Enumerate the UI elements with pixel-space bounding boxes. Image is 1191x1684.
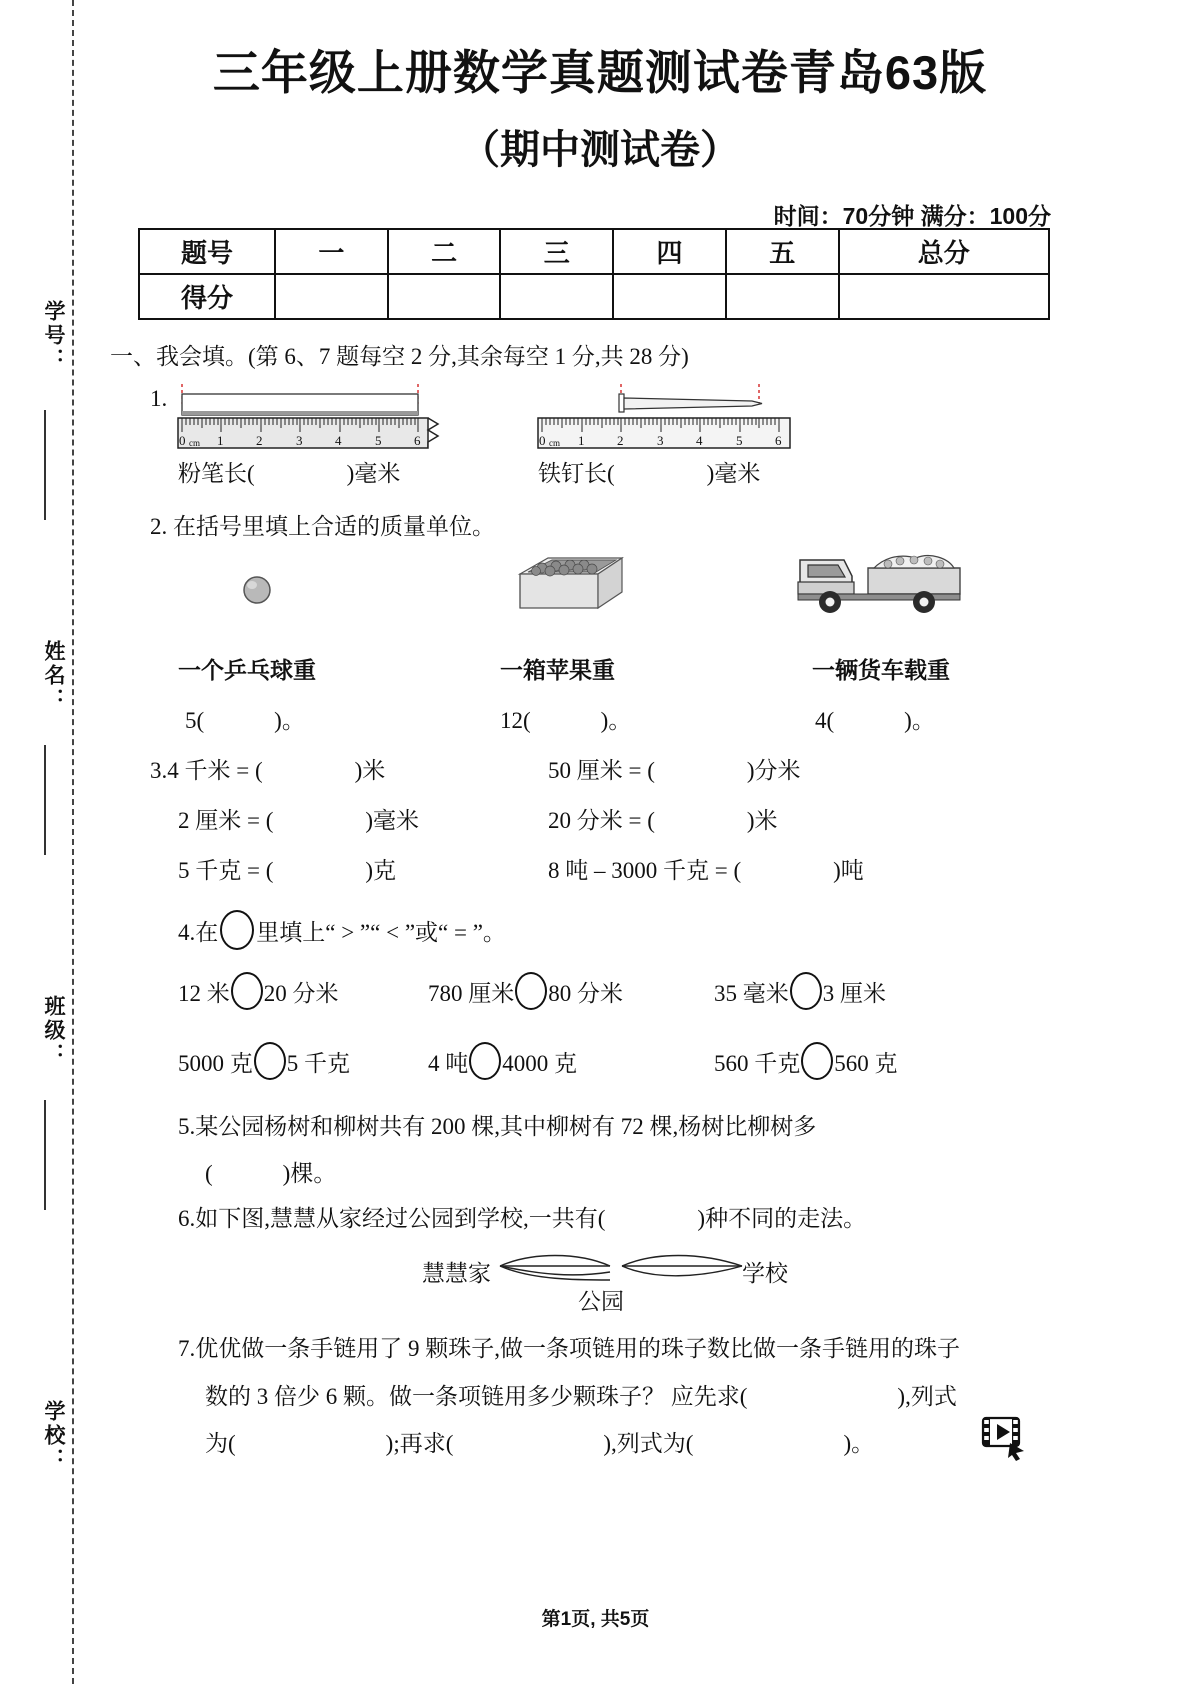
q5-text: 某公园杨树和柳树共有 200 棵,其中柳树有 72 棵,杨树比柳树多 xyxy=(195,1114,817,1139)
q6-route-diagram xyxy=(498,1250,746,1294)
score-table-cell-input[interactable] xyxy=(500,274,613,319)
q3-row-1-right-unit: )米 xyxy=(746,808,778,833)
score-table-cell-input[interactable] xyxy=(275,274,388,319)
q2-item-1-label: 一箱苹果重 xyxy=(500,657,615,683)
q2-item-2-value-post: )。 xyxy=(904,708,935,733)
score-table-cell: 二 xyxy=(388,229,501,274)
apple-box-icon xyxy=(500,550,640,620)
q4-row-1-item-1 xyxy=(428,1042,577,1080)
svg-text:cm: cm xyxy=(549,438,560,448)
q1-right-label-pre: 铁钉长( xyxy=(538,461,615,486)
q6-number: 6. xyxy=(178,1206,196,1231)
q5-line2-post: )棵。 xyxy=(282,1161,337,1186)
q4-text-b: 里填上“ > ”“ < ”或“ = ”。 xyxy=(256,920,506,945)
q2-item-0-value-pre: 5( xyxy=(185,708,205,733)
svg-text:6: 6 xyxy=(414,433,421,448)
q1-left-answer xyxy=(178,455,400,488)
page-footer: 第1页, 共5页 xyxy=(541,1609,650,1630)
q4-row-1-item-0 xyxy=(178,1042,350,1080)
q3-row-1-left-text: 2 厘米 = ( xyxy=(178,808,274,833)
q2-item-2-value xyxy=(815,702,935,735)
score-table-cell-input[interactable] xyxy=(613,274,726,319)
q3-row-2-right-text: 8 吨 – 3000 千克 = ( xyxy=(548,858,742,883)
q1-left-label-post: )毫米 xyxy=(346,461,401,486)
q4-r0-c1-circle[interactable] xyxy=(515,972,547,1010)
q4-r0-c2-circle[interactable] xyxy=(790,972,822,1010)
score-table-cell: 四 xyxy=(613,229,726,274)
svg-text:4: 4 xyxy=(696,433,703,448)
q7-line3-d: )。 xyxy=(843,1431,875,1456)
q7-line3-b: );再求( xyxy=(385,1431,454,1456)
q3-row-2-left-text: 5 千克 = ( xyxy=(178,858,274,883)
q6-school-label: 学校 xyxy=(742,1260,788,1286)
svg-text:3: 3 xyxy=(657,433,664,448)
score-table-row-head: 得分 xyxy=(139,274,275,319)
q2-item-0-value xyxy=(185,702,305,735)
q4-r1-c0-right: 5 千克 xyxy=(286,1051,350,1076)
margin-rule-1 xyxy=(44,410,46,520)
q3-row-0-left xyxy=(150,752,385,785)
q3-row-2-left xyxy=(178,852,396,885)
svg-text:2: 2 xyxy=(617,433,624,448)
q6-home-label: 慧慧家 xyxy=(422,1260,491,1286)
q3-row-1-right xyxy=(548,802,778,835)
q4-r1-c2-left: 560 千克 xyxy=(714,1051,801,1076)
q7-line1 xyxy=(178,1330,960,1363)
dump-truck-icon xyxy=(790,538,965,618)
svg-text:5: 5 xyxy=(375,433,382,448)
svg-text:cm: cm xyxy=(189,438,200,448)
q3-row-0-right-unit: )分米 xyxy=(746,758,801,783)
q4-r1-c0-circle[interactable] xyxy=(254,1042,286,1080)
page-subtitle: （期中测试卷） xyxy=(460,128,740,172)
svg-text:2: 2 xyxy=(256,433,263,448)
q3-row-0-right-text: 50 厘米 = ( xyxy=(548,758,655,783)
q7-line3-a: 为( xyxy=(205,1431,236,1456)
svg-text:3: 3 xyxy=(296,433,303,448)
q1-right-answer xyxy=(538,455,760,488)
margin-label-class: 班级： xyxy=(42,995,65,1067)
score-table-cell-input[interactable] xyxy=(726,274,839,319)
margin-label-student-id: 学号： xyxy=(42,300,65,372)
table-row xyxy=(139,229,1049,274)
q7-line3-c: ),列式为( xyxy=(603,1431,694,1456)
q2-item-1-value-pre: 12( xyxy=(500,708,531,733)
q4-r0-c1-left: 780 厘米 xyxy=(428,981,515,1006)
q3-number: 3. xyxy=(150,758,168,783)
q4-r0-c2-right: 3 厘米 xyxy=(822,981,886,1006)
q4-number: 4. xyxy=(178,920,196,945)
q2-item-2-value-pre: 4( xyxy=(815,708,835,733)
q4-prompt xyxy=(178,910,506,950)
q3-row-0-left-unit: )米 xyxy=(354,758,386,783)
page-title: 三年级上册数学真题测试卷青岛63版 xyxy=(212,46,988,99)
q2-item-2-label: 一辆货车载重 xyxy=(812,657,950,683)
q1-left-label-pre: 粉笔长( xyxy=(178,461,255,486)
q4-row-0-item-2 xyxy=(714,972,886,1010)
q1-right-label-post: )毫米 xyxy=(706,461,761,486)
q3-row-0-right xyxy=(548,752,801,785)
binding-dashed-line xyxy=(72,0,74,1684)
q7-number: 7. xyxy=(178,1336,196,1361)
q4-r0-c0-left: 12 米 xyxy=(178,981,230,1006)
score-table-cell: 总分 xyxy=(839,229,1049,274)
q2-item-0-value-post: )。 xyxy=(274,708,305,733)
q4-r1-c1-circle[interactable] xyxy=(469,1042,501,1080)
score-table-row-head: 题号 xyxy=(139,229,275,274)
svg-text:4: 4 xyxy=(335,433,342,448)
video-play-icon[interactable] xyxy=(980,1415,1032,1461)
q2-number: 2. xyxy=(150,514,168,539)
q4-prompt-circle[interactable] xyxy=(220,910,254,950)
q2-item-1-value-post: )。 xyxy=(600,708,632,733)
q7-line3 xyxy=(205,1425,874,1458)
q7-line2-pre: 数的 3 倍少 6 颗。做一条项链用多少颗珠子？ 应先求( xyxy=(205,1384,748,1409)
q1-chalk-ruler-figure xyxy=(170,382,440,452)
score-table-cell: 一 xyxy=(275,229,388,274)
svg-text:6: 6 xyxy=(775,433,782,448)
q5-number: 5. xyxy=(178,1114,196,1139)
score-table-cell: 三 xyxy=(500,229,613,274)
q7-line2-post: ),列式 xyxy=(897,1384,957,1409)
q3-row-0-left-text: 4 千米 = ( xyxy=(167,758,263,783)
q3-row-2-right-unit: )吨 xyxy=(833,858,864,883)
q4-r0-c2-left: 35 毫米 xyxy=(714,981,789,1006)
score-table-cell-input[interactable] xyxy=(839,274,1049,319)
q4-r0-c1-right: 80 分米 xyxy=(548,981,623,1006)
q4-row-0-item-0 xyxy=(178,972,339,1010)
q4-r1-c1-right: 4000 克 xyxy=(502,1051,577,1076)
q2-text: 在括号里填上合适的质量单位。 xyxy=(173,514,495,539)
q4-text-a: 在 xyxy=(195,920,219,945)
q3-row-2-right xyxy=(548,852,864,885)
q4-r1-c2-right: 560 克 xyxy=(834,1051,898,1076)
q4-r0-c0-right: 20 分米 xyxy=(263,981,339,1006)
q5-line1 xyxy=(178,1108,816,1141)
q5-line2-pre: ( xyxy=(205,1161,213,1186)
q6-prompt xyxy=(178,1200,866,1233)
q6-park-label: 公园 xyxy=(578,1288,624,1314)
q4-row-1-item-2 xyxy=(714,1042,898,1080)
q1-nail-ruler-figure xyxy=(530,382,800,452)
q6-text-post: )种不同的走法。 xyxy=(697,1206,867,1231)
svg-text:0: 0 xyxy=(539,433,546,448)
score-table-cell: 五 xyxy=(726,229,839,274)
margin-label-name: 姓名： xyxy=(42,640,65,712)
ping-pong-ball-icon xyxy=(232,565,282,615)
q4-r1-c1-left: 4 吨 xyxy=(428,1051,469,1076)
section-1-heading: 一、我会填。(第 6、7 题每空 2 分,其余每空 1 分,共 28 分) xyxy=(110,344,689,369)
svg-text:1: 1 xyxy=(578,433,585,448)
score-table-cell-input[interactable] xyxy=(388,274,501,319)
svg-text:5: 5 xyxy=(736,433,743,448)
table-row xyxy=(139,274,1049,319)
q5-line2 xyxy=(205,1155,336,1188)
margin-label-school: 学校： xyxy=(42,1400,65,1472)
q3-row-1-left xyxy=(178,802,419,835)
exam-meta-info: 时间：70分钟 满分：100分 xyxy=(773,203,1051,229)
q2-item-0-label: 一个乒乓球重 xyxy=(178,657,316,683)
q3-row-1-right-text: 20 分米 = ( xyxy=(548,808,655,833)
q3-row-1-left-unit: )毫米 xyxy=(365,808,420,833)
svg-text:0: 0 xyxy=(179,433,186,448)
q7-line2 xyxy=(205,1378,957,1411)
q7-text-line1: 优优做一条手链用了 9 颗珠子,做一条项链用的珠子数比做一条手链用的珠子 xyxy=(195,1336,960,1361)
q4-r0-c0-circle[interactable] xyxy=(231,972,263,1010)
q3-row-2-left-unit: )克 xyxy=(365,858,397,883)
q2-prompt xyxy=(150,508,495,541)
q4-row-0-item-1 xyxy=(428,972,623,1010)
score-table xyxy=(138,228,1050,320)
q6-text-pre: 如下图,慧慧从家经过公园到学校,一共有( xyxy=(195,1206,606,1231)
q2-item-1-value xyxy=(500,702,631,735)
q1-number: 1. xyxy=(150,386,168,411)
margin-rule-3 xyxy=(44,1100,46,1210)
svg-text:1: 1 xyxy=(217,433,224,448)
margin-rule-2 xyxy=(44,745,46,855)
q4-r1-c0-left: 5000 克 xyxy=(178,1051,253,1076)
q4-r1-c2-circle[interactable] xyxy=(801,1042,833,1080)
